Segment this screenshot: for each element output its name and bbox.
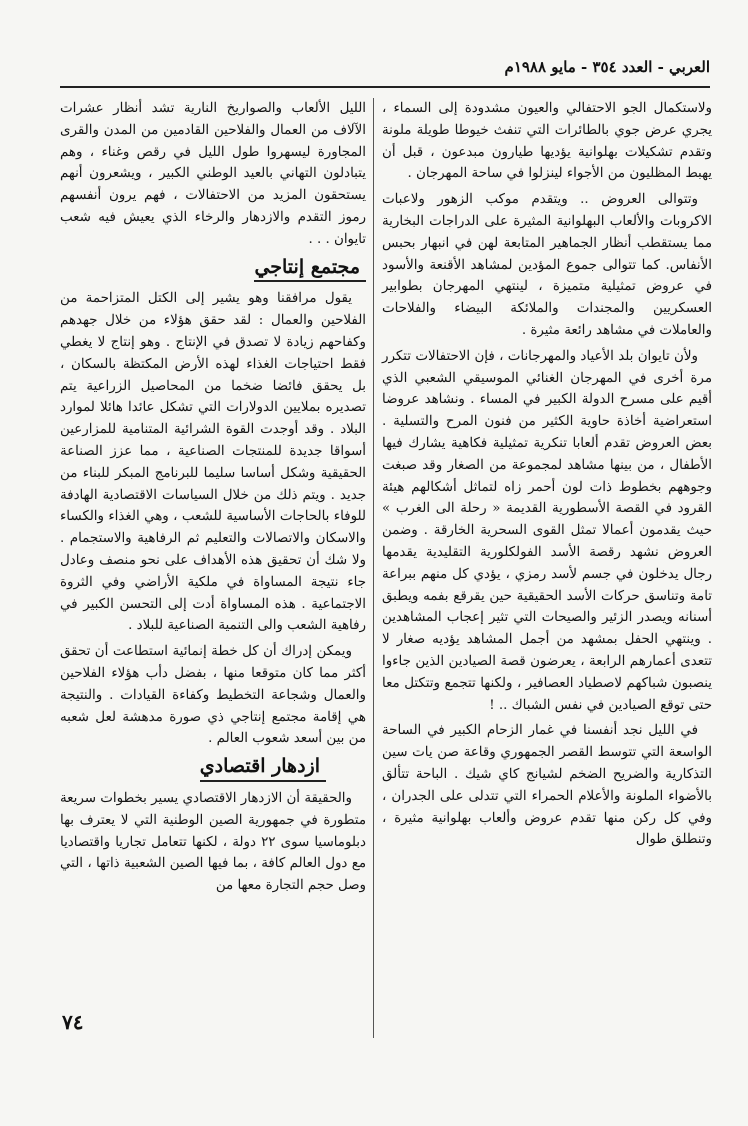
section-heading-economic-prosperity: ازدهار اقتصادي <box>200 756 326 782</box>
paragraph: يقول مرافقنا وهو يشير إلى الكتل المتزاحمة من الفلاحين والعمال : لقد حقق هؤلاء من خلال جهدهم وكفاحهم زيادة لا تصدق في الإنتاج . وهو إنتاج لا يغطي فقط احتياجات الغذاء لهذه الأرض المكتظة بالسكان ، بل يحقق فائضا ضخما من المحاصيل الزراعية يتم تصديره بملايين الدولارات التي تشكل عائدا هائلا لموارد البلاد . وقد أوجدت القوة الشرائية المتنامية للمزارعين أسواقا جديدة للمنتجات الصناعية ، مما عزز الصناعة الحقيقية وشكل أساسا سليما للبرنامج المبكر للبناء من جديد . ويتم ذلك من خلال السياسات الاقتصادية الهادفة للوفاء بالحاجات الأساسية للشعب ، وهي الغذاء والكساء والاسكان والاتصالات والتعليم ثم الرفاهية والاستجمام . ولا شك أن تحقيق هذه الأهداف على نحو منصف وعادل جاء نتيجة المساواة في ملكية الأراضي وفي الثروة الاجتماعية . هذه المساواة أدت إلى التحسن الكبير في رفاهية الشعب والى التنمية الصناعية للبلاد . <box>60 291 366 634</box>
running-header <box>0 58 710 86</box>
left-column <box>60 98 366 901</box>
header-rule <box>60 86 710 88</box>
paragraph: ويمكن إدراك أن كل خطة إنمائية استطاعت أن تحقق أكثر مما كان متوقعا منها ، بفضل دأب هؤلاء الفلاحين والعمال وشجاعة التخطيط وكفاءة القيادات . والنتيجة هي إقامة مجتمع إنتاجي ذي صورة مدهشة لعل شعبه من بين أسعد شعوب العالم . <box>60 644 366 747</box>
paragraph: ولأن تايوان بلد الأعياد والمهرجانات ، فإن الاحتفالات تتكرر مرة أخرى في المهرجان الغنائي الموسيقي الشعبي الذي أقيم على مسرح الدولة الكبير في المساء . ونشاهد عروضا استعراضية أخاذة حاوية الكثير من فنون المرح والتسلية . بعض العروض تقدم ألعابا تنكرية تمثيلية فكاهية يشارك فيها الأطفال ، من بينها مشاهد لمجموعة من الصغار وقد صبغت وجوههم بخطوط ذات لون أحمر زاه لتماثل أشكالهم هيئة القرود في القصة الأسطورية القديمة « رحلة الى الغرب » حيث يقدمون أعمالا تمثل القوى السحرية الخارقة . وضمن العروض نشهد رقصة الأسد الفولكلورية التقليدية يقدمها رجال يدخلون في جسم لأسد رمزي ، يؤدي كل منهم ببراعة تامة وتناسق حركات الأسد الحقيقية حين يقرقع بفمه ويطبق أسنانه ويصدر الزئير والصيحات التي تثير إعجاب المشاهدين . وينتهي الحفل بمشهد من أجمل المشاهد يؤديه صغار لا تتعدى أعمارهم الرابعة ، يعرضون قصة الصيادين الذين جاءوا ينصبون شباكهم لاصطياد العصافير ، ولكنها تتجمع وتتكتل معا حتى توقع الصيادين في نفس الشباك .. ! <box>382 348 712 713</box>
page-number: ٧٤ <box>62 1010 84 1034</box>
section-heading-productive-society: مجتمع إنتاجي <box>254 257 366 283</box>
paragraph: الليل الألعاب والصواريخ النارية تشد أنظار عشرات الآلاف من العمال والفلاحين القادمين من المدن والقرى المجاورة ليسهروا طول الليل في رقص وغناء ، وهم يتبادلون التهاني بالعيد الوطني الكبير ، ويشعرون أنهم يستحقون المزيد من الاحتفالات ، فهم يرون أنفسهم رموز التقدم والازدهار والرخاء الذي يعيش فيه شعب تايوان . . . <box>60 101 366 247</box>
paragraph: في الليل نجد أنفسنا في غمار الزحام الكبير في الساحة الواسعة التي تتوسط القصر الجمهوري وقاعة صن يات سين التذكارية والضريح الضخم لشيانج كاي شيك . الباحة تتألق بالأضواء الملونة والأعلام الحمراء التي تتدلى على الجدران ، وفي كل ركن منها تقدم عروض وألعاب بهلوانية مثيرة ، وتنطلق طوال <box>382 723 712 848</box>
paragraph: ولاستكمال الجو الاحتفالي والعيون مشدودة إلى السماء ، يجري عرض جوي بالطائرات التي تنفث خيوطا طويلة ملونة وتقدم تشكيلات بهلوانية يؤديها طيارون مبدعون ، قبل أن يهبط المظليون من الأجواء لينزلوا في ساحة المهرجان . <box>382 101 712 182</box>
right-column <box>382 98 712 855</box>
paragraph: والحقيقة أن الازدهار الاقتصادي يسير بخطوات سريعة متطورة في جمهورية الصين الوطنية التي لا يعترف بها دبلوماسيا سوى ٢٢ دولة ، لكنها تتعامل تجاريا واقتصاديا مع دول العالم كافة ، بما فيها الصين الشعبية ذاتها ، التي وصل حجم التجارة معها من <box>60 790 366 894</box>
running-title: العربي - العدد ٣٥٤ - مايو ١٩٨٨م <box>504 58 710 76</box>
paragraph: وتتوالى العروض .. ويتقدم موكب الزهور ولاعبات الاكروبات والألعاب البهلوانية المثيرة على الدراجات البخارية مما يستقطب أنظار الجماهير المتابعة لهن في انبهار بحبس الأنفاس. كما تتوالى جموع المؤدين لمشاهد الأقنعة والأسود في عروض تمثيلية متميزة ، لينتهي المهرجان بطوابير العسكريين والمجندات والملائكة البيضاء والفلاحات والعاملات في مشاهد رائعة مثيرة . <box>382 192 712 338</box>
column-divider <box>373 98 374 1038</box>
